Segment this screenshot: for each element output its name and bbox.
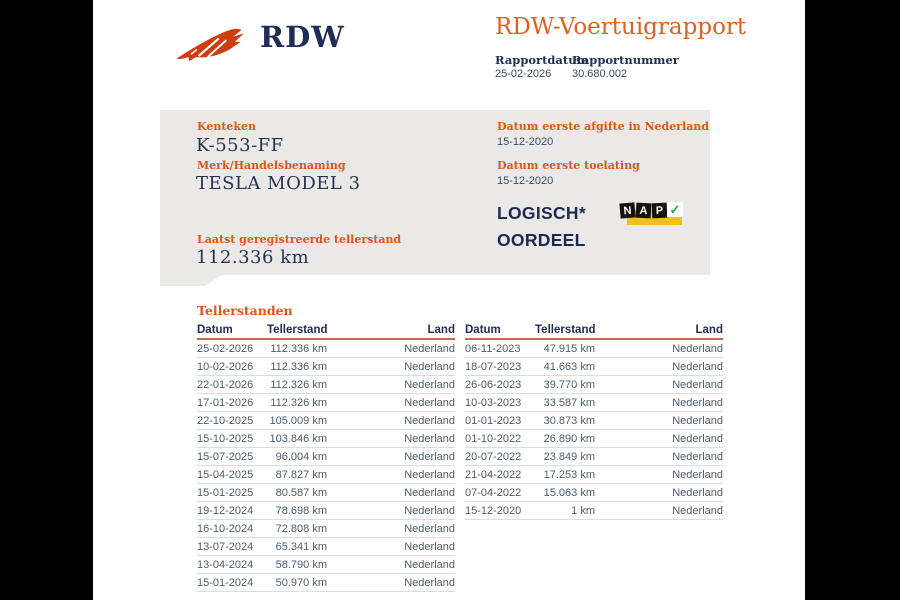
table-row	[197, 376, 455, 394]
cell-datum: 20-07-2022	[465, 450, 522, 463]
cell-datum: 13-04-2024	[197, 558, 254, 571]
nap-letter-a: A	[636, 203, 652, 219]
cell-datum: 06-11-2023	[465, 342, 521, 355]
cell-land: Nederland	[404, 558, 455, 571]
report-date-value: 25-02-2026	[495, 68, 552, 80]
cell-tellerstand: 87.827 km	[275, 468, 327, 481]
afgifte-label: Datum eerste afgifte in Nederland	[497, 120, 710, 133]
col-header-tellerstand: Tellerstand	[535, 324, 596, 336]
tellerstanden-table-right	[465, 322, 723, 520]
col-header-land: Land	[427, 324, 455, 336]
tellerstanden-table-left	[197, 322, 455, 592]
cell-tellerstand: 33.587 km	[543, 396, 595, 409]
cell-tellerstand: 112.336 km	[270, 360, 327, 373]
table-row	[197, 412, 455, 430]
cell-datum: 10-03-2023	[465, 396, 522, 409]
merk-label: Merk/Handelsbenaming	[197, 159, 346, 172]
tellerstanden-title: Tellerstanden	[197, 303, 293, 318]
report-date-label: Rapportdatum	[495, 53, 589, 67]
report-number-label: Rapportnummer	[572, 53, 679, 67]
cell-datum: 18-07-2023	[465, 360, 522, 373]
rdw-logo-icon	[173, 25, 251, 62]
cell-land: Nederland	[672, 396, 723, 409]
nap-letter-n: N	[619, 202, 635, 218]
col-header-datum: Datum	[465, 324, 501, 336]
report-paper	[93, 0, 805, 600]
laatste-tellerstand-label: Laatst geregistreerde tellerstand	[197, 233, 402, 246]
card-corner-tab	[160, 275, 222, 286]
cell-land: Nederland	[404, 576, 455, 589]
cell-tellerstand: 17.253 km	[543, 468, 595, 481]
cell-tellerstand: 78.698 km	[275, 504, 327, 517]
table-body	[465, 340, 723, 520]
cell-datum: 15-01-2024	[197, 576, 254, 589]
cell-datum: 01-10-2022	[465, 432, 522, 445]
nap-logo	[620, 201, 684, 233]
cell-datum: 19-12-2024	[197, 504, 254, 517]
cell-land: Nederland	[672, 486, 723, 499]
cell-tellerstand: 80.587 km	[275, 486, 327, 499]
cell-land: Nederland	[672, 342, 723, 355]
cell-tellerstand: 50.970 km	[275, 576, 327, 589]
table-row	[197, 340, 455, 358]
cell-datum: 15-04-2025	[197, 468, 254, 481]
oordeel-line2: OORDEEL	[497, 230, 586, 250]
oordeel-line1: LOGISCH*	[497, 203, 586, 223]
cell-tellerstand: 105.009 km	[269, 414, 327, 427]
cell-tellerstand: 30.873 km	[543, 414, 595, 427]
cell-tellerstand: 26.890 km	[543, 432, 595, 445]
cell-land: Nederland	[672, 378, 723, 391]
table-row	[465, 430, 723, 448]
cell-tellerstand: 103.846 km	[269, 432, 327, 445]
table-row	[465, 502, 723, 520]
kenteken-label: Kenteken	[197, 120, 257, 133]
table-row	[197, 502, 455, 520]
afgifte-value: 15-12-2020	[497, 136, 554, 148]
cell-land: Nederland	[672, 432, 723, 445]
check-icon: ✓	[667, 202, 683, 217]
report-number-value: 30.680.002	[572, 68, 628, 80]
cell-tellerstand: 47.915 km	[543, 342, 595, 355]
table-header-row	[197, 322, 455, 340]
cell-datum: 25-02-2026	[197, 342, 254, 355]
table-row	[465, 484, 723, 502]
cell-tellerstand: 112.326 km	[270, 378, 327, 391]
cell-datum: 15-07-2025	[197, 450, 254, 463]
oordeel-block	[497, 200, 586, 254]
cell-datum: 22-10-2025	[197, 414, 254, 427]
table-row	[197, 448, 455, 466]
merk-value: TESLA MODEL 3	[196, 173, 361, 194]
table-row	[465, 340, 723, 358]
table-row	[197, 556, 455, 574]
laatste-tellerstand-value: 112.336 km	[196, 247, 310, 268]
table-row	[197, 358, 455, 376]
table-row	[197, 466, 455, 484]
cell-land: Nederland	[404, 360, 455, 373]
cell-land: Nederland	[404, 450, 455, 463]
cell-datum: 07-04-2022	[465, 486, 522, 499]
cell-land: Nederland	[404, 378, 455, 391]
cell-datum: 16-10-2024	[197, 522, 254, 535]
cell-tellerstand: 65.341 km	[275, 540, 327, 553]
kenteken-value: K-553-FF	[196, 135, 284, 156]
cell-tellerstand: 96.004 km	[275, 450, 327, 463]
table-row	[197, 430, 455, 448]
col-header-datum: Datum	[197, 324, 233, 336]
table-row	[465, 466, 723, 484]
cell-tellerstand: 58.790 km	[275, 558, 327, 571]
cell-datum: 15-01-2025	[197, 486, 254, 499]
table-row	[197, 574, 455, 592]
table-row	[465, 448, 723, 466]
cell-land: Nederland	[404, 486, 455, 499]
cell-datum: 15-10-2025	[197, 432, 254, 445]
toelating-value: 15-12-2020	[497, 175, 554, 187]
table-row	[465, 358, 723, 376]
cell-tellerstand: 23.849 km	[543, 450, 595, 463]
cell-datum: 10-02-2026	[197, 360, 254, 373]
table-row	[197, 538, 455, 556]
toelating-label: Datum eerste toelating	[497, 159, 640, 172]
cell-datum: 17-01-2026	[197, 396, 254, 409]
table-header-row	[465, 322, 723, 340]
cell-tellerstand: 15.063 km	[543, 486, 595, 499]
cell-land: Nederland	[404, 432, 455, 445]
table-row	[197, 484, 455, 502]
cell-land: Nederland	[404, 342, 455, 355]
cell-tellerstand: 112.336 km	[270, 342, 327, 355]
cell-land: Nederland	[672, 468, 723, 481]
table-body	[197, 340, 455, 592]
cell-datum: 22-01-2026	[197, 378, 254, 391]
cell-land: Nederland	[404, 540, 455, 553]
col-header-tellerstand: Tellerstand	[267, 324, 328, 336]
col-header-land: Land	[695, 324, 723, 336]
cell-datum: 26-06-2023	[465, 378, 522, 391]
table-row	[197, 394, 455, 412]
cell-land: Nederland	[404, 396, 455, 409]
table-row	[465, 412, 723, 430]
table-row	[465, 394, 723, 412]
cell-land: Nederland	[672, 414, 723, 427]
cell-tellerstand: 112.326 km	[270, 396, 327, 409]
cell-land: Nederland	[404, 414, 455, 427]
cell-land: Nederland	[672, 450, 723, 463]
cell-tellerstand: 72.808 km	[275, 522, 327, 535]
nap-letter-p: P	[652, 203, 668, 219]
cell-datum: 13-07-2024	[197, 540, 254, 553]
cell-land: Nederland	[404, 522, 455, 535]
cell-tellerstand: 41.663 km	[543, 360, 595, 373]
cell-land: Nederland	[672, 504, 723, 517]
cell-land: Nederland	[404, 504, 455, 517]
table-row	[197, 520, 455, 538]
cell-tellerstand: 1 km	[571, 504, 595, 517]
cell-land: Nederland	[404, 468, 455, 481]
cell-datum: 15-12-2020	[465, 504, 522, 517]
table-row	[465, 376, 723, 394]
cell-datum: 01-01-2023	[465, 414, 522, 427]
rdw-logo-text: RDW	[260, 20, 345, 54]
cell-tellerstand: 39.770 km	[543, 378, 595, 391]
page-title: RDW-Voertuigrapport	[495, 14, 747, 40]
cell-datum: 21-04-2022	[465, 468, 522, 481]
cell-land: Nederland	[672, 360, 723, 373]
